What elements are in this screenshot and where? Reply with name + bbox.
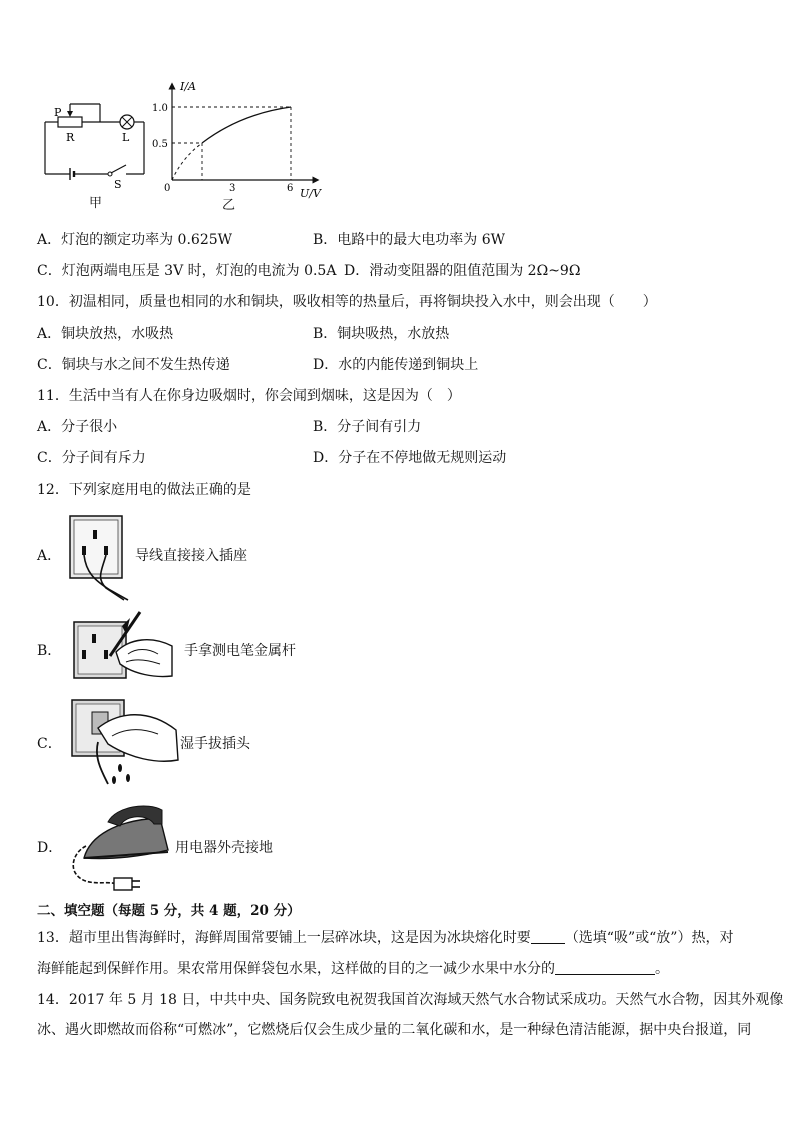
label-p: P (54, 106, 62, 119)
x-axis-label: U/V (300, 187, 321, 200)
section-title: 二、填空题（每题 5 分，共 4 题，20 分） (37, 903, 301, 919)
q12-option-d-text: 用电器外壳接地 (175, 840, 273, 856)
q13-line1-text-b: （选填“吸”或“放”）热，对 (564, 930, 734, 946)
q11-option-c: C．分子间有斥力 (37, 450, 146, 466)
origin-label: 0 (164, 183, 171, 194)
q12-stem: 12．下列家庭用电的做法正确的是 (37, 482, 251, 498)
ytick-2: 0.5 (152, 139, 168, 150)
q13-line2-text-a: 海鲜能起到保鲜作用。果农常用保鲜袋包水果，这样做的目的之一减少水果中水分的 (37, 961, 555, 977)
q9-option-b: B．电路中的最大电功率为 6W (313, 232, 506, 248)
caption-jia: 甲 (89, 196, 103, 211)
q10-option-d: D．水的内能传递到铜块上 (313, 357, 479, 373)
q10-option-a: A．铜块放热，水吸热 (37, 326, 174, 342)
q12-option-b-letter: B． (37, 643, 62, 659)
q11-option-d: D．分子在不停地做无规则运动 (313, 450, 507, 466)
iron-illustration (64, 800, 174, 892)
q10-option-b: B．铜块吸热，水放热 (313, 326, 450, 342)
iu-curve (202, 107, 291, 143)
q9-option-d: D．滑动变阻器的阻值范围为 2Ω~9Ω (344, 263, 581, 279)
ytick-1: 1.0 (152, 103, 168, 114)
q9-option-c: C．灯泡两端电压是 3V 时，灯泡的电流为 0.5A (37, 263, 337, 279)
q13-line2-text-b: 。 (655, 961, 669, 977)
q9-option-a: A．灯泡的额定功率为 0.625W (37, 232, 233, 248)
iu-graph (152, 80, 330, 205)
q13-blank-2[interactable] (555, 960, 655, 975)
q12-option-d-letter: D． (37, 840, 63, 856)
label-s: S (114, 178, 122, 191)
xtick-1: 3 (229, 183, 236, 194)
label-l: L (122, 131, 130, 144)
xtick-2: 6 (287, 183, 294, 194)
q9-figure (36, 80, 336, 213)
q11-option-b: B．分子间有引力 (313, 419, 422, 435)
y-axis-label: I/A (180, 80, 196, 93)
q10-stem: 10．初温相同，质量也相同的水和铜块，吸收相等的热量后，再将铜块投入水中，则会出现（ ） (37, 294, 657, 310)
resistor (58, 117, 82, 127)
q13-line2 (37, 958, 669, 978)
q10-option-c: C．铜块与水之间不发生热传递 (37, 357, 230, 373)
q12-option-b-text: 手拿测电笔金属杆 (184, 643, 296, 659)
q11-stem: 11．生活中当有人在你身边吸烟时，你会闻到烟味，这是因为（ ） (37, 388, 461, 404)
switch (111, 165, 126, 173)
wet-hand-illustration (68, 698, 182, 786)
test-pen-illustration (70, 608, 176, 682)
q13-line1 (37, 927, 733, 947)
caption-yi: 乙 (222, 198, 236, 213)
q11-option-a: A．分子很小 (37, 419, 118, 435)
label-r: R (66, 131, 75, 144)
q13-blank-1[interactable] (531, 929, 565, 944)
circuit-diagram (36, 80, 156, 190)
q12-option-c-text: 湿手拔插头 (180, 736, 250, 752)
q14-line2: 冰、遇火即燃故而俗称“可燃冰”，它燃烧后仅会生成少量的二氧化碳和水，是一种绿色清洁能源，据中央台报道，同 (37, 1022, 752, 1038)
q12-option-a-letter: A． (37, 548, 62, 564)
q13-line1-text-a: 13．超市里出售海鲜时，海鲜周围常要铺上一层碎冰块，这是因为冰块熔化时要 (37, 930, 531, 946)
q14-line1: 14．2017 年 5 月 18 日，中共中央、国务院致电祝贺我国首次海域天然气水合物试采成功。天然气水合物，因其外观像 (37, 992, 784, 1008)
socket-wires-illustration (66, 512, 132, 602)
q12-option-c-letter: C． (37, 736, 62, 752)
q12-option-a-text: 导线直接接入插座 (135, 548, 247, 564)
